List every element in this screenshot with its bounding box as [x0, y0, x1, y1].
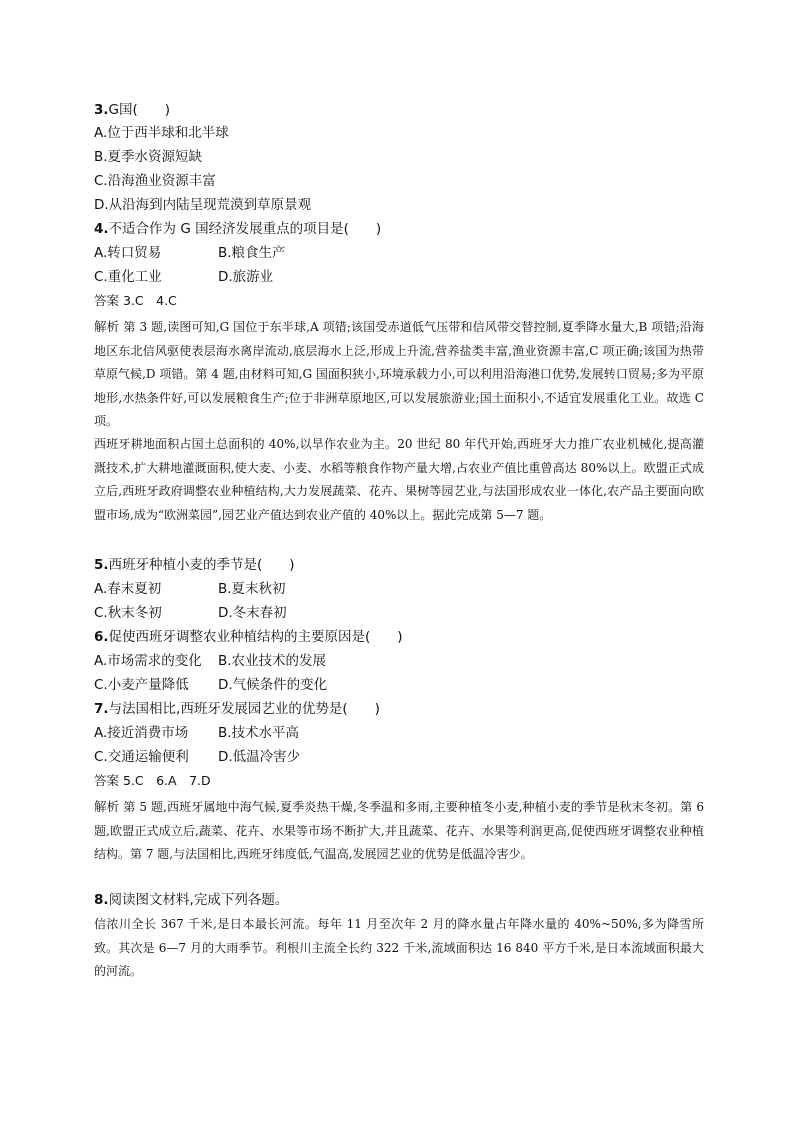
question-text: 与法国相比,西班牙发展园艺业的优势是( ) [108, 701, 380, 717]
analysis-label: 解析 [94, 799, 120, 814]
question-number: 3. [94, 102, 109, 118]
question-number: 6. [94, 629, 109, 645]
question-5-options-row-2 [94, 604, 287, 622]
question-text: 西班牙种植小麦的季节是( ) [108, 557, 295, 573]
question-5-option-b: B.夏末秋初 [218, 581, 286, 597]
question-3-stem [94, 101, 170, 119]
analysis-5-7 [94, 795, 704, 867]
question-4-stem [94, 220, 381, 238]
question-number: 7. [94, 701, 109, 717]
question-7-options-row-2 [94, 748, 300, 766]
question-6-options-row-1 [94, 652, 326, 670]
question-text: 不适合作为 G 国经济发展重点的项目是( ) [108, 221, 382, 237]
question-3-option-c: C.沿海渔业资源丰富 [94, 173, 216, 189]
material-8: 信浓川全长 367 千米,是日本最长河流。每年 11 月至次年 2 月的降水量占年降水量的 40%~50%,多为降雪所致。其次是 6—7 月的大雨季节。利根川主流全长约 322 千米,流域面积达 16 840 平方千米,是日本流域面积最大的河流。 [94, 917, 704, 978]
question-6-options-row-2 [94, 676, 327, 694]
question-6-stem [94, 628, 403, 646]
answer-3-4: 答案 3.C 4.C [94, 293, 177, 308]
question-5-option-a: A.春末夏初 [94, 581, 162, 597]
question-4-options-row-1 [94, 244, 286, 262]
question-3-option-d: D.从沿海到内陆呈现荒漠到草原景观 [94, 197, 312, 213]
question-number: 5. [94, 557, 109, 573]
question-7-option-b: B.技术水平高 [218, 725, 300, 741]
question-7-stem [94, 700, 380, 718]
question-7-option-a: A.接近消费市场 [94, 725, 189, 741]
question-6-option-d: D.气候条件的变化 [218, 677, 328, 693]
question-3-option-a: A.位于西半球和北半球 [94, 125, 229, 141]
material-5-7: 西班牙耕地面积占国土总面积的 40%,以旱作农业为主。20 世纪 80 年代开始,西班牙大力推广农业机械化,提高灌溉技术,扩大耕地灌溉面积,使大麦、小麦、水稻等粮食作物产量大增,占农业产值比重曾高达 80%以上。欧盟正式成立后,西班牙政府调整农业种植结构,大力发展蔬菜、花卉、果树等园艺业,与法国形成农业一体化,农产品主要面向欧盟市场,成为“欧洲菜园”,园艺业产值达到农业产值的 40%以上。据此完成第 5—7 题。 [94, 437, 704, 522]
question-number: 8. [94, 892, 109, 908]
question-4-option-a: A.转口贸易 [94, 245, 162, 261]
question-5-option-c: C.秋末冬初 [94, 605, 162, 621]
question-6-option-c: C.小麦产量降低 [94, 677, 189, 693]
question-4-option-c: C.重化工业 [94, 269, 162, 285]
question-5-stem [94, 556, 295, 574]
analysis-label: 解析 [94, 319, 120, 334]
question-4-options-row-2 [94, 268, 273, 286]
question-8-stem [94, 891, 288, 909]
question-4-option-d: D.旅游业 [218, 269, 274, 285]
analysis-text: 第 3 题,读图可知,G 国位于东半球,A 项错;该国受赤道低气压带和信风带交替控制,夏季降水量大,B 项错;沿海地区东北信风驱使表层海水离岸流动,底层海水上泛,形成上升流,营养盐类丰富,渔业资源丰富,C 项正确;该国为热带草原气候,D 项错。第 4 题,由材料可知,G 国面积狭小,环境承载力小,可以利用沿海港口优势,发展转口贸易;多为平原地形,水热条件好,可以发展粮食生产;位于非洲草原地区,可以发展旅游业;国土面积小,不适宜发展重化工业。故选 C 项。 [94, 320, 704, 428]
question-6-option-b: B.农业技术的发展 [218, 653, 327, 669]
question-text: 促使西班牙调整农业种植结构的主要原因是( ) [108, 629, 403, 645]
question-3-option-b: B.夏季水资源短缺 [94, 149, 203, 165]
question-text: G国( ) [108, 102, 171, 118]
question-number: 4. [94, 221, 109, 237]
question-6-option-a: A.市场需求的变化 [94, 653, 202, 669]
question-7-option-c: C.交通运输便利 [94, 749, 189, 765]
question-4-option-b: B.粮食生产 [218, 245, 286, 261]
question-5-option-d: D.冬末春初 [218, 605, 287, 621]
question-7-option-d: D.低温冷害少 [218, 749, 301, 765]
analysis-3-4 [94, 315, 704, 434]
answer-5-7: 答案 5.C 6.A 7.D [94, 773, 211, 788]
question-text: 阅读图文材料,完成下列各题。 [108, 892, 289, 908]
analysis-text: 第 5 题,西班牙属地中海气候,夏季炎热干燥,冬季温和多雨,主要种植冬小麦,种植小麦的季节是秋末冬初。第 6 题,欧盟正式成立后,蔬菜、花卉、水果等市场不断扩大,并且蔬菜、花卉、水果等利润更高,促使西班牙调整农业种植结构。第 7 题,与法国相比,西班牙纬度低,气温高,发展园艺业的优势是低温冷害少。 [94, 800, 704, 861]
question-5-options-row-1 [94, 580, 286, 598]
question-7-options-row-1 [94, 724, 299, 742]
